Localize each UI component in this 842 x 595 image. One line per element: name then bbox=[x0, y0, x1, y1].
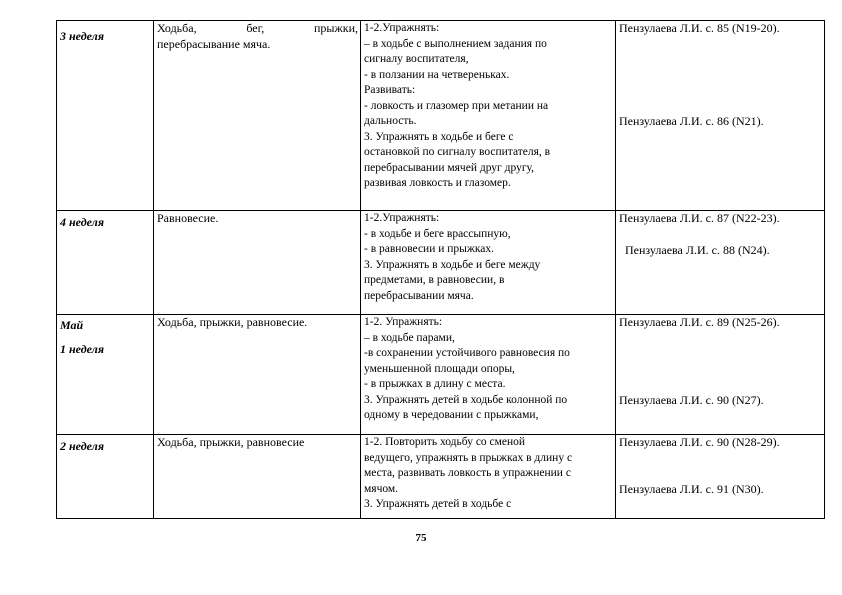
week-label: 3 неделя bbox=[60, 29, 105, 43]
task-line: 3. Упражнять в ходьбе и беге с bbox=[364, 130, 514, 143]
month-label: Май bbox=[60, 318, 84, 332]
task-line: 3. Упражнять детей в ходьбе с bbox=[364, 498, 512, 510]
task-line: Развивать: bbox=[364, 84, 416, 96]
task-line: остановкой по сигналу воспитателя, в bbox=[364, 146, 551, 158]
reference-cell bbox=[616, 435, 825, 519]
table-row bbox=[57, 21, 825, 211]
reference-line: Пензулаева Л.И. с. 91 (N30). bbox=[619, 481, 764, 496]
task-line: места, развивать ловкость в упражнении с bbox=[364, 467, 571, 479]
task-line: - ловкость и глазомер при метании на bbox=[364, 99, 549, 112]
reference-line: Пензулаева Л.И. с. 89 (N25-26). bbox=[619, 315, 780, 329]
period-cell bbox=[57, 21, 154, 211]
topic-cell bbox=[154, 211, 361, 315]
period-cell bbox=[57, 211, 154, 315]
task-line: перебрасывании мячей друг другу, bbox=[364, 161, 535, 174]
task-line: перебрасывании мяча. bbox=[364, 289, 474, 302]
task-line: 1-2.Упражнять: bbox=[364, 22, 440, 34]
task-line: -в сохранении устойчивого равновесия по bbox=[364, 347, 570, 359]
tasks-cell bbox=[361, 435, 616, 519]
task-line: - в прыжках в длину с места. bbox=[364, 378, 506, 390]
reference-line: Пензулаева Л.И. с. 88 (N24). bbox=[625, 242, 770, 257]
period-cell bbox=[57, 315, 154, 435]
task-line: - в равновесии и прыжках. bbox=[364, 243, 494, 255]
task-line: предметами, в равновесии, в bbox=[364, 274, 505, 286]
week-label: 1 неделя bbox=[60, 341, 105, 356]
topic-cell bbox=[154, 435, 361, 519]
tasks-cell bbox=[361, 21, 616, 211]
task-line: мячом. bbox=[364, 482, 399, 495]
reference-cell bbox=[616, 315, 825, 435]
reference-line: Пензулаева Л.И. с. 85 (N19-20). bbox=[619, 21, 780, 35]
topic-text: Ходьба, прыжки, равновесие. bbox=[157, 315, 308, 329]
topic-text: Равновесие. bbox=[157, 211, 219, 225]
task-line: 1-2.Упражнять: bbox=[364, 212, 440, 224]
task-line: 1-2. Упражнять: bbox=[364, 316, 443, 328]
task-line: – в ходьбе с выполнением задания по bbox=[364, 37, 547, 50]
table-row bbox=[57, 315, 825, 435]
task-line: ведущего, упражнять в прыжках в длину с bbox=[364, 451, 573, 464]
topic-cell bbox=[154, 21, 361, 211]
topic-cell bbox=[154, 315, 361, 435]
table-row bbox=[57, 211, 825, 315]
task-line: развивая ловкость и глазомер. bbox=[364, 177, 511, 189]
table-row bbox=[57, 435, 825, 519]
topic-text: Ходьба, бег, прыжки, bbox=[157, 21, 358, 35]
reference-line: Пензулаева Л.И. с. 90 (N28-29). bbox=[619, 435, 780, 449]
task-line: - в ходьбе и беге врассыпную, bbox=[364, 227, 511, 240]
task-line: - в ползании на четвереньках. bbox=[364, 68, 510, 81]
task-line: одному в чередовании с прыжками, bbox=[364, 409, 539, 421]
reference-cell bbox=[616, 211, 825, 315]
reference-line: Пензулаева Л.И. с. 87 (N22-23). bbox=[619, 211, 780, 225]
task-line: дальность. bbox=[364, 115, 417, 127]
tasks-cell bbox=[361, 211, 616, 315]
task-line: уменьшенной площади опоры, bbox=[364, 362, 515, 375]
tasks-cell bbox=[361, 315, 616, 435]
task-line: 3. Упражнять в ходьбе и беге между bbox=[364, 258, 541, 271]
topic-text: перебрасывание мяча. bbox=[157, 36, 271, 51]
task-line: 3. Упражнять детей в ходьбе колонной по bbox=[364, 393, 568, 406]
week-label: 2 неделя bbox=[60, 439, 105, 453]
task-line: сигналу воспитателя, bbox=[364, 53, 469, 65]
task-line: 1-2. Повторить ходьбу со сменой bbox=[364, 436, 526, 448]
reference-line: Пензулаева Л.И. с. 90 (N27). bbox=[619, 392, 764, 407]
document-page bbox=[56, 20, 817, 519]
topic-text: Ходьба, прыжки, равновесие bbox=[157, 435, 305, 449]
task-line: – в ходьбе парами, bbox=[364, 331, 455, 344]
reference-cell bbox=[616, 21, 825, 211]
page-number: 75 bbox=[415, 532, 427, 544]
period-cell bbox=[57, 435, 154, 519]
reference-line: Пензулаева Л.И. с. 86 (N21). bbox=[619, 113, 764, 128]
lesson-plan-table bbox=[56, 20, 825, 519]
week-label: 4 неделя bbox=[60, 215, 105, 229]
